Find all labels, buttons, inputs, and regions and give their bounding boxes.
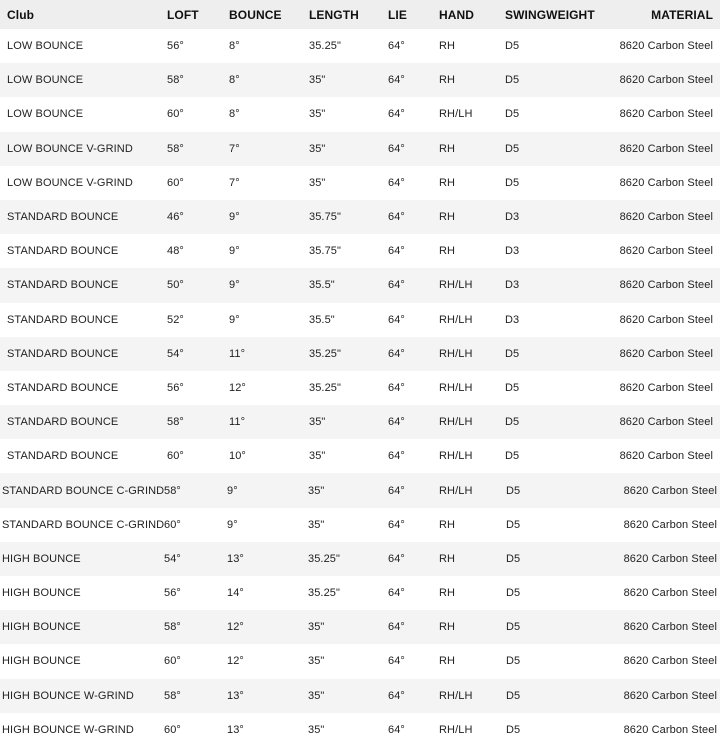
cell-loft: 60° bbox=[167, 450, 184, 463]
cell-club: LOW BOUNCE bbox=[7, 40, 84, 53]
cell-material: 8620 Carbon Steel bbox=[623, 689, 717, 702]
cell-swingweight: D5 bbox=[505, 416, 520, 429]
cell-length: 35" bbox=[308, 518, 325, 531]
cell-hand: RH bbox=[439, 176, 456, 189]
cell-club: HIGH BOUNCE bbox=[2, 621, 81, 634]
cell-loft: 58° bbox=[164, 689, 181, 702]
cell-loft: 58° bbox=[167, 416, 184, 429]
cell-lie: 64° bbox=[388, 484, 405, 497]
cell-material: 8620 Carbon Steel bbox=[619, 211, 713, 224]
table-row bbox=[0, 97, 720, 131]
cell-lie: 64° bbox=[388, 655, 405, 668]
table-row bbox=[0, 268, 720, 302]
table-row bbox=[0, 234, 720, 268]
cell-length: 35" bbox=[308, 655, 325, 668]
cell-hand: RH bbox=[439, 245, 456, 258]
cell-hand: RH/LH bbox=[439, 347, 473, 360]
cell-material: 8620 Carbon Steel bbox=[619, 381, 713, 394]
cell-bounce: 12° bbox=[229, 381, 246, 394]
cell-club: STANDARD BOUNCE bbox=[7, 279, 119, 292]
cell-swingweight: D5 bbox=[505, 40, 520, 53]
cell-material: 8620 Carbon Steel bbox=[619, 142, 713, 155]
cell-loft: 58° bbox=[167, 74, 184, 87]
cell-loft: 60° bbox=[167, 176, 184, 189]
header-loft: LOFT bbox=[167, 7, 199, 22]
cell-length: 35.5" bbox=[309, 313, 335, 326]
cell-hand: RH/LH bbox=[439, 689, 473, 702]
table-row bbox=[0, 63, 720, 97]
cell-material: 8620 Carbon Steel bbox=[623, 552, 717, 565]
table-row bbox=[0, 132, 720, 166]
cell-bounce: 7° bbox=[229, 176, 240, 189]
cell-lie: 64° bbox=[388, 40, 405, 53]
cell-length: 35.25" bbox=[309, 40, 342, 53]
cell-swingweight: D5 bbox=[505, 450, 520, 463]
table-row bbox=[0, 610, 720, 644]
table-row bbox=[0, 29, 720, 63]
cell-club: STANDARD BOUNCE bbox=[7, 381, 119, 394]
cell-swingweight: D5 bbox=[505, 347, 520, 360]
cell-hand: RH bbox=[439, 587, 456, 600]
cell-bounce: 11° bbox=[229, 347, 246, 360]
cell-loft: 50° bbox=[167, 279, 184, 292]
cell-club: STANDARD BOUNCE bbox=[7, 313, 119, 326]
cell-length: 35.25" bbox=[308, 552, 341, 565]
cell-length: 35.25" bbox=[309, 381, 342, 394]
cell-swingweight: D5 bbox=[506, 723, 521, 736]
cell-length: 35" bbox=[309, 108, 326, 121]
cell-lie: 64° bbox=[388, 552, 405, 565]
cell-bounce: 13° bbox=[227, 723, 244, 736]
table-row bbox=[0, 166, 720, 200]
cell-bounce: 9° bbox=[227, 518, 238, 531]
cell-swingweight: D5 bbox=[506, 655, 521, 668]
cell-lie: 64° bbox=[388, 108, 405, 121]
cell-lie: 64° bbox=[388, 211, 405, 224]
cell-loft: 48° bbox=[167, 245, 184, 258]
cell-loft: 56° bbox=[167, 40, 184, 53]
cell-swingweight: D5 bbox=[505, 142, 520, 155]
header-material: MATERIAL bbox=[651, 7, 713, 22]
cell-length: 35" bbox=[308, 484, 325, 497]
cell-material: 8620 Carbon Steel bbox=[619, 176, 713, 189]
cell-lie: 64° bbox=[388, 723, 405, 736]
cell-club: HIGH BOUNCE W-GRIND bbox=[2, 723, 134, 736]
cell-loft: 60° bbox=[164, 723, 181, 736]
cell-club: STANDARD BOUNCE bbox=[7, 450, 119, 463]
cell-length: 35.5" bbox=[309, 279, 335, 292]
table-row bbox=[0, 644, 720, 678]
cell-swingweight: D5 bbox=[506, 689, 521, 702]
cell-bounce: 8° bbox=[229, 74, 240, 87]
cell-material: 8620 Carbon Steel bbox=[619, 416, 713, 429]
cell-bounce: 13° bbox=[227, 552, 244, 565]
table-row bbox=[0, 713, 720, 747]
cell-loft: 60° bbox=[164, 518, 181, 531]
table-row bbox=[0, 508, 720, 542]
cell-lie: 64° bbox=[388, 176, 405, 189]
cell-bounce: 9° bbox=[227, 484, 238, 497]
cell-lie: 64° bbox=[388, 518, 405, 531]
cell-swingweight: D3 bbox=[505, 279, 520, 292]
cell-club: LOW BOUNCE V-GRIND bbox=[7, 176, 133, 189]
table-row bbox=[0, 576, 720, 610]
cell-bounce: 13° bbox=[227, 689, 244, 702]
cell-bounce: 10° bbox=[229, 450, 246, 463]
cell-club: STANDARD BOUNCE bbox=[7, 416, 119, 429]
cell-bounce: 9° bbox=[229, 313, 240, 326]
cell-bounce: 12° bbox=[227, 655, 244, 668]
cell-loft: 60° bbox=[167, 108, 184, 121]
table-row bbox=[0, 200, 720, 234]
cell-hand: RH/LH bbox=[439, 416, 473, 429]
cell-hand: RH/LH bbox=[439, 313, 473, 326]
cell-bounce: 8° bbox=[229, 108, 240, 121]
cell-loft: 56° bbox=[164, 587, 181, 600]
cell-material: 8620 Carbon Steel bbox=[619, 108, 713, 121]
header-club: Club bbox=[7, 7, 35, 22]
cell-lie: 64° bbox=[388, 621, 405, 634]
cell-bounce: 9° bbox=[229, 211, 240, 224]
table-row bbox=[0, 473, 720, 507]
cell-lie: 64° bbox=[388, 689, 405, 702]
cell-swingweight: D5 bbox=[505, 381, 520, 394]
header-lie: LIE bbox=[388, 7, 407, 22]
cell-length: 35" bbox=[309, 450, 326, 463]
cell-swingweight: D5 bbox=[506, 621, 521, 634]
cell-length: 35" bbox=[309, 142, 326, 155]
cell-hand: RH bbox=[439, 40, 456, 53]
cell-material: 8620 Carbon Steel bbox=[619, 313, 713, 326]
cell-loft: 54° bbox=[164, 552, 181, 565]
cell-material: 8620 Carbon Steel bbox=[623, 518, 717, 531]
cell-bounce: 12° bbox=[227, 621, 244, 634]
cell-bounce: 14° bbox=[227, 587, 244, 600]
table-row bbox=[0, 679, 720, 713]
cell-length: 35" bbox=[309, 74, 326, 87]
cell-club: LOW BOUNCE V-GRIND bbox=[7, 142, 133, 155]
cell-length: 35.25" bbox=[309, 347, 342, 360]
cell-swingweight: D5 bbox=[505, 74, 520, 87]
cell-swingweight: D3 bbox=[505, 245, 520, 258]
cell-loft: 54° bbox=[167, 347, 184, 360]
cell-length: 35.75" bbox=[309, 245, 342, 258]
cell-material: 8620 Carbon Steel bbox=[623, 723, 717, 736]
cell-length: 35" bbox=[309, 416, 326, 429]
cell-material: 8620 Carbon Steel bbox=[623, 587, 717, 600]
cell-lie: 64° bbox=[388, 313, 405, 326]
cell-club: STANDARD BOUNCE bbox=[7, 211, 119, 224]
header-length: LENGTH bbox=[309, 7, 359, 22]
cell-lie: 64° bbox=[388, 450, 405, 463]
cell-lie: 64° bbox=[388, 74, 405, 87]
cell-material: 8620 Carbon Steel bbox=[619, 450, 713, 463]
cell-lie: 64° bbox=[388, 142, 405, 155]
cell-lie: 64° bbox=[388, 347, 405, 360]
cell-lie: 64° bbox=[388, 416, 405, 429]
cell-club: HIGH BOUNCE bbox=[2, 552, 81, 565]
cell-loft: 46° bbox=[167, 211, 184, 224]
cell-hand: RH/LH bbox=[439, 381, 473, 394]
cell-hand: RH bbox=[439, 211, 456, 224]
cell-club: LOW BOUNCE bbox=[7, 108, 84, 121]
cell-material: 8620 Carbon Steel bbox=[619, 40, 713, 53]
cell-bounce: 11° bbox=[229, 416, 246, 429]
cell-club: STANDARD BOUNCE C-GRIND bbox=[2, 484, 165, 497]
cell-bounce: 8° bbox=[229, 40, 240, 53]
cell-length: 35" bbox=[308, 689, 325, 702]
cell-loft: 60° bbox=[164, 655, 181, 668]
cell-club: STANDARD BOUNCE bbox=[7, 347, 119, 360]
cell-hand: RH/LH bbox=[439, 484, 473, 497]
cell-swingweight: D5 bbox=[506, 587, 521, 600]
cell-bounce: 7° bbox=[229, 142, 240, 155]
cell-swingweight: D3 bbox=[505, 313, 520, 326]
cell-hand: RH bbox=[439, 655, 456, 668]
cell-club: STANDARD BOUNCE C-GRIND bbox=[2, 518, 165, 531]
cell-length: 35.75" bbox=[309, 211, 342, 224]
cell-lie: 64° bbox=[388, 245, 405, 258]
table-header-row bbox=[0, 0, 720, 29]
cell-material: 8620 Carbon Steel bbox=[623, 484, 717, 497]
table-row bbox=[0, 337, 720, 371]
cell-hand: RH bbox=[439, 621, 456, 634]
cell-hand: RH/LH bbox=[439, 723, 473, 736]
cell-loft: 58° bbox=[164, 621, 181, 634]
cell-hand: RH bbox=[439, 74, 456, 87]
cell-loft: 58° bbox=[167, 142, 184, 155]
cell-club: LOW BOUNCE bbox=[7, 74, 84, 87]
cell-hand: RH bbox=[439, 518, 456, 531]
cell-hand: RH bbox=[439, 142, 456, 155]
table-row bbox=[0, 405, 720, 439]
cell-swingweight: D5 bbox=[505, 176, 520, 189]
cell-swingweight: D5 bbox=[506, 552, 521, 565]
cell-length: 35" bbox=[308, 621, 325, 634]
cell-lie: 64° bbox=[388, 587, 405, 600]
cell-length: 35" bbox=[309, 176, 326, 189]
cell-material: 8620 Carbon Steel bbox=[619, 74, 713, 87]
cell-swingweight: D5 bbox=[505, 108, 520, 121]
cell-swingweight: D5 bbox=[506, 484, 521, 497]
table-row bbox=[0, 439, 720, 473]
cell-lie: 64° bbox=[388, 279, 405, 292]
cell-hand: RH/LH bbox=[439, 450, 473, 463]
cell-material: 8620 Carbon Steel bbox=[623, 621, 717, 634]
cell-material: 8620 Carbon Steel bbox=[623, 655, 717, 668]
cell-swingweight: D3 bbox=[505, 211, 520, 224]
cell-length: 35.25" bbox=[308, 587, 341, 600]
cell-swingweight: D5 bbox=[506, 518, 521, 531]
cell-loft: 52° bbox=[167, 313, 184, 326]
cell-lie: 64° bbox=[388, 381, 405, 394]
table-row bbox=[0, 542, 720, 576]
header-swingweight: SWINGWEIGHT bbox=[505, 7, 595, 22]
table-row bbox=[0, 303, 720, 337]
cell-material: 8620 Carbon Steel bbox=[619, 245, 713, 258]
cell-loft: 56° bbox=[167, 381, 184, 394]
cell-material: 8620 Carbon Steel bbox=[619, 347, 713, 360]
table-row bbox=[0, 371, 720, 405]
cell-club: HIGH BOUNCE bbox=[2, 655, 81, 668]
header-hand: HAND bbox=[439, 7, 475, 22]
cell-hand: RH/LH bbox=[439, 108, 473, 121]
cell-club: HIGH BOUNCE W-GRIND bbox=[2, 689, 134, 702]
cell-loft: 58° bbox=[164, 484, 181, 497]
cell-bounce: 9° bbox=[229, 279, 240, 292]
cell-hand: RH bbox=[439, 552, 456, 565]
cell-club: HIGH BOUNCE bbox=[2, 587, 81, 600]
cell-club: STANDARD BOUNCE bbox=[7, 245, 119, 258]
cell-length: 35" bbox=[308, 723, 325, 736]
cell-bounce: 9° bbox=[229, 245, 240, 258]
cell-material: 8620 Carbon Steel bbox=[619, 279, 713, 292]
table-body bbox=[0, 29, 720, 747]
header-bounce: BOUNCE bbox=[229, 7, 282, 22]
cell-hand: RH/LH bbox=[439, 279, 473, 292]
